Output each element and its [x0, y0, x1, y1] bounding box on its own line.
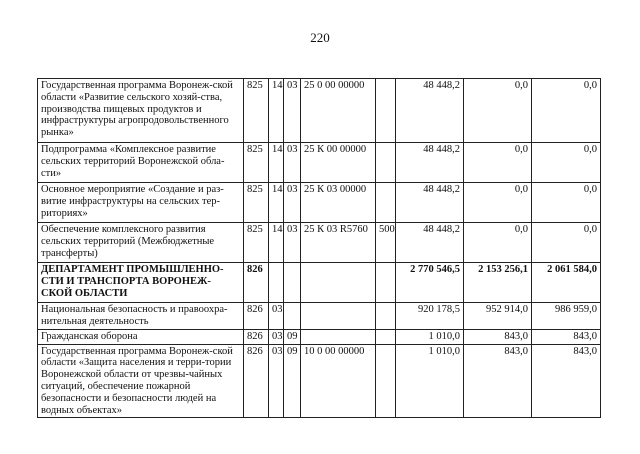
- row-name-cell: ДЕПАРТАМЕНТ ПРОМЫШЛЕННО-СТИ И ТРАНСПОРТА ВОРОНЕЖ-СКОЙ ОБЛАСТИ: [38, 263, 244, 303]
- section-code-cell: 14: [269, 183, 284, 223]
- amount-year-2-cell: 952 914,0: [464, 303, 532, 330]
- amount-year-3-cell: 986 959,0: [532, 303, 601, 330]
- table-row: [38, 223, 601, 263]
- subsection-code-cell: 03: [284, 143, 301, 183]
- table-row: [38, 344, 601, 418]
- section-code-cell: 14: [269, 79, 284, 143]
- amount-year-2-cell: 0,0: [464, 223, 532, 263]
- amount-year-1-cell: 2 770 546,5: [396, 263, 464, 303]
- expense-type-code-cell: [376, 79, 396, 143]
- section-code-cell: 03: [269, 344, 284, 418]
- amount-year-3-cell: 843,0: [532, 344, 601, 418]
- table-row: [38, 183, 601, 223]
- target-article-code-cell: [301, 303, 376, 330]
- amount-year-2-cell: 0,0: [464, 183, 532, 223]
- subsection-code-cell: 03: [284, 223, 301, 263]
- ved-code-cell: 825: [244, 79, 269, 143]
- row-name-cell: Государственная программа Воронеж-ской области «Защита населения и терри-тории Воронежской области от чрезвы-чайных ситуаций, обеспечение пожарной безопасности и безопасности людей на водных объектах»: [38, 344, 244, 418]
- amount-year-1-cell: 1 010,0: [396, 344, 464, 418]
- ved-code-cell: 825: [244, 183, 269, 223]
- expense-type-code-cell: [376, 143, 396, 183]
- subsection-code-cell: 03: [284, 183, 301, 223]
- table-row: [38, 263, 601, 303]
- ved-code-cell: 826: [244, 344, 269, 418]
- ved-code-cell: 826: [244, 263, 269, 303]
- ved-code-cell: 826: [244, 303, 269, 330]
- amount-year-1-cell: 1 010,0: [396, 329, 464, 344]
- table-row: [38, 329, 601, 344]
- subsection-code-cell: [284, 263, 301, 303]
- expense-type-code-cell: [376, 263, 396, 303]
- expense-type-code-cell: [376, 329, 396, 344]
- expense-type-code-cell: [376, 303, 396, 330]
- section-code-cell: 14: [269, 223, 284, 263]
- row-name-cell: Гражданская оборона: [38, 329, 244, 344]
- target-article-code-cell: 25 К 03 00000: [301, 183, 376, 223]
- table-row: [38, 303, 601, 330]
- expense-type-code-cell: [376, 183, 396, 223]
- amount-year-1-cell: 48 448,2: [396, 183, 464, 223]
- subsection-code-cell: 09: [284, 344, 301, 418]
- subsection-code-cell: 03: [284, 79, 301, 143]
- amount-year-3-cell: 0,0: [532, 143, 601, 183]
- section-code-cell: [269, 263, 284, 303]
- amount-year-2-cell: 0,0: [464, 143, 532, 183]
- amount-year-1-cell: 48 448,2: [396, 143, 464, 183]
- amount-year-2-cell: 843,0: [464, 344, 532, 418]
- amount-year-2-cell: 0,0: [464, 79, 532, 143]
- subsection-code-cell: 09: [284, 329, 301, 344]
- ved-code-cell: 825: [244, 223, 269, 263]
- table-row: [38, 79, 601, 143]
- amount-year-2-cell: 843,0: [464, 329, 532, 344]
- amount-year-2-cell: 2 153 256,1: [464, 263, 532, 303]
- subsection-code-cell: [284, 303, 301, 330]
- row-name-cell: Государственная программа Воронеж-ской области «Развитие сельского хозяй-ства, производства пищевых продуктов и инфраструктуры агропродовольственного рынка»: [38, 79, 244, 143]
- amount-year-3-cell: 0,0: [532, 79, 601, 143]
- expense-type-code-cell: 500: [376, 223, 396, 263]
- target-article-code-cell: 25 К 00 00000: [301, 143, 376, 183]
- amount-year-3-cell: 843,0: [532, 329, 601, 344]
- ved-code-cell: 825: [244, 143, 269, 183]
- amount-year-1-cell: 920 178,5: [396, 303, 464, 330]
- amount-year-3-cell: 2 061 584,0: [532, 263, 601, 303]
- ved-code-cell: 826: [244, 329, 269, 344]
- target-article-code-cell: [301, 329, 376, 344]
- section-code-cell: 14: [269, 143, 284, 183]
- row-name-cell: Основное мероприятие «Создание и раз-витие инфраструктуры на сельских тер-риториях»: [38, 183, 244, 223]
- amount-year-1-cell: 48 448,2: [396, 223, 464, 263]
- amount-year-3-cell: 0,0: [532, 223, 601, 263]
- page-number: 220: [310, 30, 330, 45]
- target-article-code-cell: [301, 263, 376, 303]
- target-article-code-cell: 10 0 00 00000: [301, 344, 376, 418]
- row-name-cell: Обеспечение комплексного развития сельских территорий (Межбюджетные трансферты): [38, 223, 244, 263]
- table-row: [38, 143, 601, 183]
- section-code-cell: 03: [269, 329, 284, 344]
- section-code-cell: 03: [269, 303, 284, 330]
- table-body: [38, 79, 601, 418]
- target-article-code-cell: 25 К 03 R5760: [301, 223, 376, 263]
- amount-year-3-cell: 0,0: [532, 183, 601, 223]
- target-article-code-cell: 25 0 00 00000: [301, 79, 376, 143]
- row-name-cell: Подпрограмма «Комплексное развитие сельских территорий Воронежской обла-сти»: [38, 143, 244, 183]
- amount-year-1-cell: 48 448,2: [396, 79, 464, 143]
- budget-table: [37, 78, 601, 418]
- expense-type-code-cell: [376, 344, 396, 418]
- row-name-cell: Национальная безопасность и правоохра-нительная деятельность: [38, 303, 244, 330]
